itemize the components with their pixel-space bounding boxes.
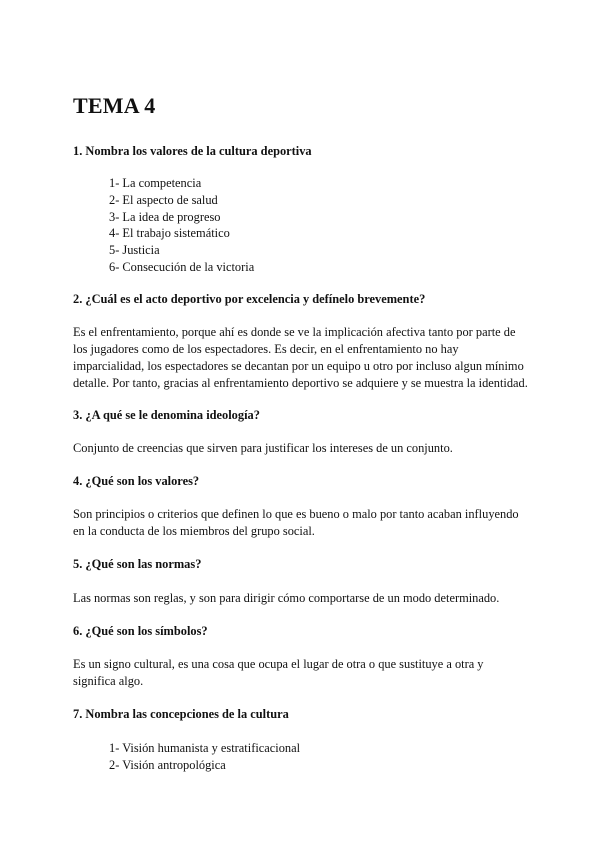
list-item: 2- El aspecto de salud [109, 192, 218, 207]
list-item: 2- Visión antropológica [109, 757, 226, 772]
list-item: 3- La idea de progreso [109, 209, 221, 224]
question-5: 5. ¿Qué son las normas? [73, 557, 202, 571]
answer-6: Es un signo cultural, es una cosa que ocupa el lugar de otra o que sustituye a otra y significa algo. [73, 657, 484, 688]
question-4: 4. ¿Qué son los valores? [73, 474, 200, 488]
answer-3: Conjunto de creencias que sirven para justificar los intereses de un conjunto. [73, 441, 453, 455]
list-item: 4- El trabajo sistemático [109, 226, 230, 241]
list-item: 5- Justicia [109, 243, 160, 258]
question-3: 3. ¿A qué se le denomina ideología? [73, 408, 260, 422]
question-6: 6. ¿Qué son los símbolos? [73, 624, 208, 638]
answer-4: Son principios o criterios que definen lo que es bueno o malo por tanto acaban influyendo en la conducta de los miembros del grupo social. [73, 507, 519, 538]
list-item: 1- La competencia [109, 176, 202, 190]
question-2: 2. ¿Cuál es el acto deportivo por excelencia y defínelo brevemente? [73, 292, 426, 306]
answer-2: Es el enfrentamiento, porque ahí es donde se ve la implicación afectiva tanto por parte de los jugadores como de los espectadores. Es decir, en el enfrentamiento no hay imparcialidad, los espectadores se decantan por un equipo u otro por incluso algun mínimo detalle. Por tanto, gracias al enfrentamiento deportivo se adquiere y se muestra la identidad. [73, 325, 528, 390]
question-1: 1. Nombra los valores de la cultura deportiva [73, 144, 312, 158]
list-item: 6- Consecución de la victoria [109, 259, 255, 274]
page-title: TEMA 4 [73, 93, 156, 118]
values-list [109, 175, 254, 276]
question-7: 7. Nombra las concepciones de la cultura [73, 707, 289, 721]
concepts-list [109, 740, 300, 774]
answer-5: Las normas son reglas, y son para dirigir cómo comportarse de un modo determinado. [73, 591, 500, 605]
list-item: 1- Visión humanista y estratificacional [109, 741, 301, 755]
